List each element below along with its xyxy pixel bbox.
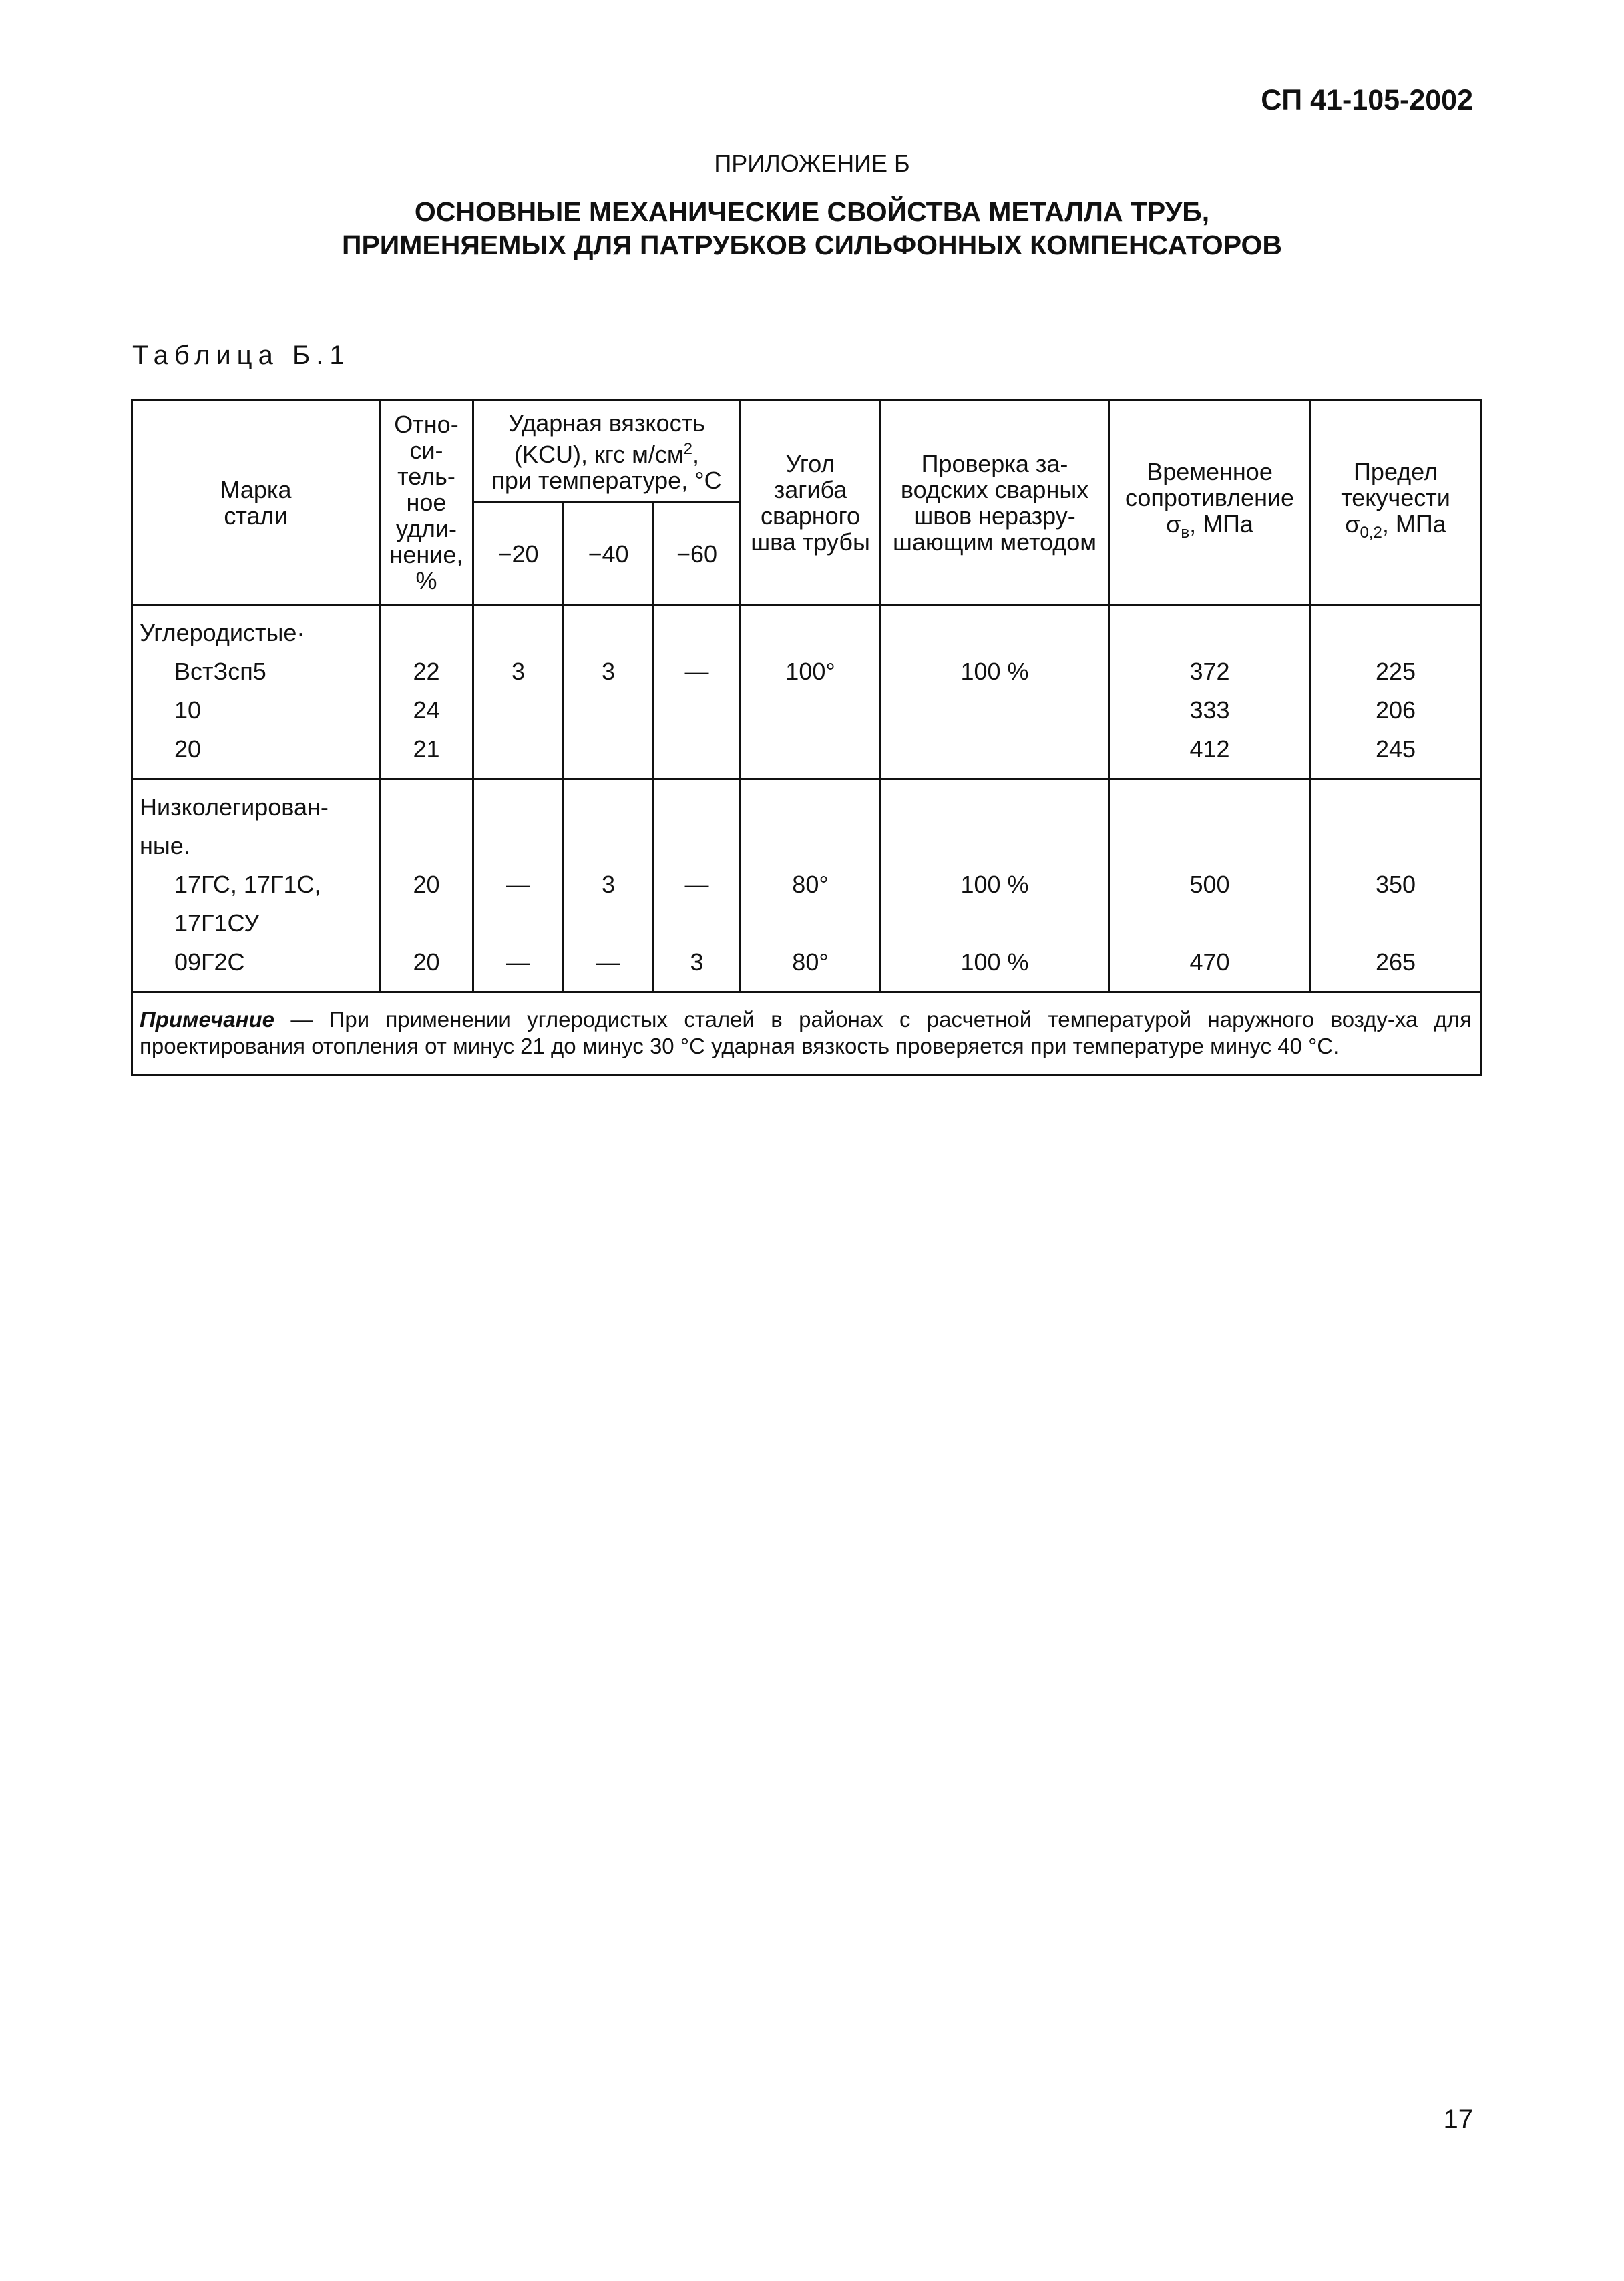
kcu-value: — [506,871,530,898]
yield-cell [1311,779,1481,992]
weld-check-value: 100 % [960,658,1029,685]
group-row-low-alloy [132,779,1481,992]
header-row [132,401,1481,503]
group-row-carbon [132,605,1481,779]
header-impact: Ударная вязкость (KCU), кгс $м/см^2$, при температуре, °С [473,401,741,503]
kcu-value: — [684,871,709,898]
weld-check-value: 100 % [960,948,1029,976]
yield-value: 225 [1375,658,1416,685]
grade-name: 10 [174,696,202,724]
grade-name: ВстЗсп5 [174,658,266,685]
page-number: 17 [1443,2105,1473,2134]
page-title [0,195,1624,262]
yield-value: 206 [1375,696,1416,724]
kcu-minus60-cell [654,779,741,992]
elongation-value: 20 [413,948,440,976]
grade-name: 09Г2С [174,948,245,976]
grade-name: 17Г1СУ [174,909,260,937]
elongation-cell [380,779,473,992]
weld-check-cell [881,605,1109,779]
grade-group-name: ные. [140,832,190,859]
bend-angle-cell [741,779,881,992]
header-elongation: Отно- си- тель- ное удли- нение, % [380,401,473,605]
appendix-label: ПРИЛОЖЕНИЕ Б [714,150,910,177]
kcu-minus20-cell [473,779,564,992]
document-code: СП 41-105-2002 [1261,84,1473,116]
title-line: ПРИМЕНЯЕМЫХ ДЛЯ ПАТРУБКОВ СИЛЬФОННЫХ КОМПЕНСАТОРОВ [341,230,1282,260]
tensile-cell [1109,605,1311,779]
tensile-value: 333 [1189,696,1230,724]
note-row [132,992,1481,1076]
grade-name: 17ГС, 17Г1С, [174,871,321,898]
header-weld-check: Проверка за- водских сварных швов неразру- шающим методом [881,401,1109,605]
kcu-minus20-cell [473,605,564,779]
kcu-value: — [596,948,620,976]
grade-name: 20 [174,735,202,763]
elongation-value: 21 [413,735,440,763]
tensile-value: 412 [1189,735,1230,763]
elongation-value: 22 [413,658,440,685]
kcu-value: 3 [690,948,704,976]
elongation-cell [380,605,473,779]
kcu-minus40-cell [564,605,654,779]
tensile-value: 500 [1189,871,1230,898]
title-line: ОСНОВНЫЕ МЕХАНИЧЕСКИЕ СВОЙСТВА МЕТАЛЛА ТРУБ, [414,196,1210,227]
yield-value: 350 [1375,871,1416,898]
note-label: Примечание [140,1007,275,1032]
grade-group-name: Углеродистые· [140,619,305,646]
table-note [132,992,1481,1076]
note-text: — При применении углеродистых сталей в районах с расчетной температурой наружного возду-ха для проектирования отопления от минус 21 до минус 30 °С ударная вязкость проверяется при температуре минус 40 °С. [140,1007,1472,1058]
kcu-minus60-cell [654,605,741,779]
bend-angle-cell [741,605,881,779]
weld-check-value: 100 % [960,871,1029,898]
bend-angle-value: 80° [792,871,829,898]
header-temp-minus20: −20 [473,503,564,605]
bend-angle-value: 80° [792,948,829,976]
table-caption: Таблица Б.1 [132,341,351,370]
yield-value: 245 [1375,735,1416,763]
properties-table [131,399,1482,1076]
kcu-value: 3 [511,658,526,685]
grade-cell [132,605,380,779]
header-temp-minus40: −40 [564,503,654,605]
yield-value: 265 [1375,948,1416,976]
header-temp-minus60: −60 [654,503,741,605]
kcu-value: 3 [601,658,616,685]
elongation-value: 24 [413,696,440,724]
bend-angle-value: 100° [785,658,835,685]
yield-cell [1311,605,1481,779]
kcu-minus40-cell [564,779,654,992]
header-bend-angle: Угол загиба сварного шва трубы [741,401,881,605]
elongation-value: 20 [413,871,440,898]
grade-cell [132,779,380,992]
tensile-value: 372 [1189,658,1230,685]
header-yield-strength: Предел текучести $\sigma_{0,2}$, МПа [1311,401,1481,605]
kcu-value: 3 [601,871,616,898]
weld-check-cell [881,779,1109,992]
kcu-value: — [684,658,709,685]
grade-group-name: Низколегирован- [140,793,329,821]
kcu-value: — [506,948,530,976]
tensile-cell [1109,779,1311,992]
header-grade: Марка стали [132,401,380,605]
tensile-value: 470 [1189,948,1230,976]
header-tensile-strength: Временное сопротивление $\sigma_в$, МПа [1109,401,1311,605]
